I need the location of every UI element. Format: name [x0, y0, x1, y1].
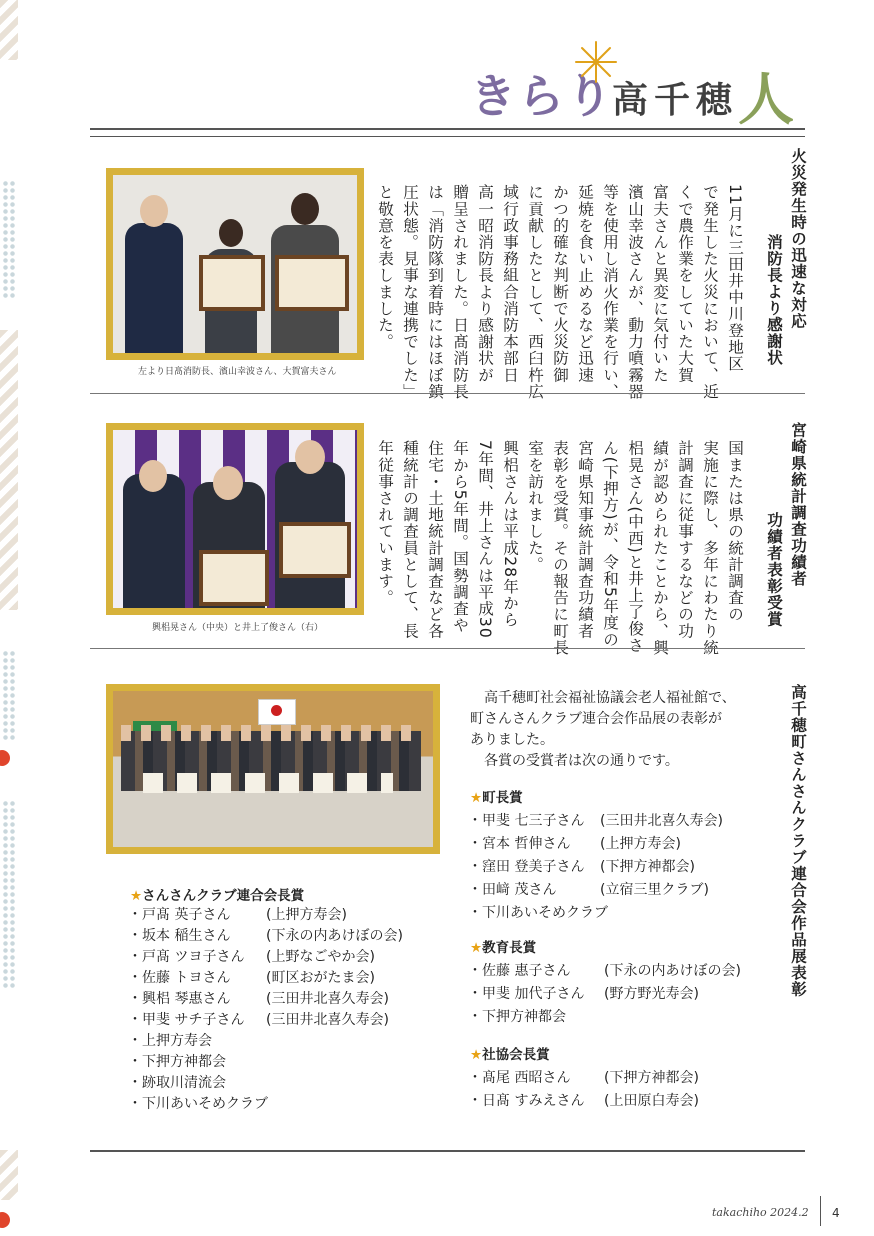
recipient-club: (上押方寿会) [266, 907, 347, 923]
recipient-name: ・宮本 哲伸さん [468, 836, 571, 852]
header-rule [90, 128, 805, 137]
award-heading [470, 936, 536, 956]
recipient-name: ・跡取川清流会 [128, 1075, 226, 1091]
left-stripe-decoration [0, 0, 18, 60]
body-line: 等を使用し消火作業を行い、 [601, 184, 619, 400]
left-circle-decoration [0, 1212, 10, 1228]
recipient-club: (三田井北喜久寿会) [600, 813, 723, 829]
recipient-name: ・上押方寿会 [128, 1033, 212, 1049]
recipient-name: ・戸髙 英子さん [128, 907, 231, 923]
body-line: かつ的確な判断で火災防御 [551, 184, 569, 384]
award-heading-text: 社協会長賞 [482, 1047, 550, 1063]
award-heading [470, 786, 523, 806]
recipient-name: ・戸髙 ツヨ子さん [128, 949, 245, 965]
body-line: 興梠さんは平成28年から [501, 440, 519, 628]
footer-separator [820, 1196, 821, 1226]
award-heading [470, 1043, 550, 1063]
recipient-name: ・佐藤 トヨさん [128, 970, 231, 986]
award-heading [130, 884, 304, 904]
logo-kirari-text: きらり [470, 69, 614, 123]
body-line: 実施に際し、多年にわたり統 [701, 440, 719, 656]
page-number: 4 [832, 1206, 840, 1220]
body-line: 績が認められたことから、興 [651, 440, 669, 656]
article1-photo [106, 168, 364, 360]
body-line: くで農作業をしていた大賀 [676, 184, 694, 384]
recipient-club: (上押方寿会) [600, 836, 681, 852]
article1-title-line1: 火災発生時の迅速な対応 [789, 148, 807, 330]
recipient-name: ・髙尾 西昭さん [468, 1070, 571, 1086]
recipient-club: (野方野光寿会) [604, 986, 699, 1002]
intro-line: 町さんさんクラブ連合会作品展の表彰が [470, 711, 722, 727]
star-icon: ★ [470, 940, 483, 956]
body-line: 年から5年間。国勢調査や [451, 440, 469, 634]
article3-photo [106, 684, 440, 854]
award-heading-text: 教育長賞 [482, 940, 537, 956]
recipient-name: ・下川あいそめクラブ [128, 1096, 268, 1112]
body-line: 贈呈されました。日髙消防長 [451, 184, 469, 400]
body-line: 濱山幸波さんが、動力噴霧器 [626, 184, 644, 400]
body-line: 富夫さんと異変に気付いた [651, 184, 669, 384]
star-icon: ★ [130, 888, 143, 904]
body-line: で発生した火災において、近 [701, 184, 719, 400]
recipient-name: ・窪田 登美子さん [468, 859, 585, 875]
article2-caption: 興梠晃さん（中央）と井上了俊さん（右） [152, 623, 324, 633]
recipient-club: (三田井北喜久寿会) [266, 1012, 389, 1028]
recipient-club: (下永の内あけぼの会) [266, 928, 403, 944]
intro-line: 各賞の受賞者は次の通りです。 [470, 753, 679, 769]
recipient-club: (下永の内あけぼの会) [604, 963, 741, 979]
body-line: 年従事されています。 [376, 440, 394, 606]
recipient-club: (下押方神都会) [604, 1070, 699, 1086]
star-icon: ★ [470, 1047, 483, 1063]
logo-takachiho-text: 高千穂 [612, 79, 739, 121]
body-line: 7年間、井上さんは平成30 [476, 440, 494, 639]
recipient-club: (立宿三里クラブ) [600, 882, 709, 898]
recipient-club: (上田原白寿会) [604, 1093, 699, 1109]
left-dot-decoration [2, 800, 16, 990]
body-line: 種統計の調査員として、長 [401, 440, 419, 640]
recipient-club: (下押方神都会) [600, 859, 695, 875]
recipient-name: ・下押方神都会 [468, 1009, 566, 1025]
award-heading-text: 町長賞 [482, 790, 523, 806]
left-dot-decoration [2, 180, 16, 300]
body-line: に貢献したとして、西臼杵広 [526, 184, 544, 400]
body-line: ん(下押方)が、令和5年度の [601, 440, 619, 648]
footer-brand: takachiho 2024.2 [712, 1206, 809, 1219]
left-stripe-decoration [0, 330, 18, 610]
article1-caption: 左より日髙消防長、濱山幸波さん、大賀富夫さん [138, 367, 337, 377]
star-icon: ★ [470, 790, 483, 806]
section-divider [90, 648, 805, 649]
left-stripe-decoration [0, 1150, 18, 1200]
left-circle-decoration [0, 750, 10, 766]
body-line: 延焼を食い止めるなど迅速 [576, 184, 594, 384]
recipient-name: ・興梠 琴惠さん [128, 991, 231, 1007]
article3-title: 高千穂町さんさんクラブ連合会作品展表彰 [789, 684, 807, 998]
left-dot-decoration [2, 650, 16, 740]
body-line: 域行政事務組合消防本部日 [501, 184, 519, 384]
recipient-name: ・日髙 すみえさん [468, 1093, 585, 1109]
body-line: 圧状態。見事な連携でした」 [401, 184, 419, 400]
recipient-club: (上野なごやか会) [266, 949, 375, 965]
recipient-name: ・田﨑 茂さん [468, 882, 557, 898]
body-line: 室を訪れました。 [526, 440, 544, 573]
body-line: 梠晃さん(中西)と井上了俊さ [626, 440, 644, 654]
body-line: 計調査に従事するなどの功 [676, 440, 694, 640]
body-line: 国または県の統計調査の [726, 440, 744, 623]
body-line: 11月に三田井中川登地区 [726, 184, 744, 372]
footer-rule [90, 1150, 805, 1152]
recipient-name: ・甲斐 加代子さん [468, 986, 585, 1002]
recipient-club: (三田井北喜久寿会) [266, 991, 389, 1007]
logo-hito-text: 人 [738, 67, 794, 133]
body-line: と敬意を表しました。 [376, 184, 394, 350]
award-heading-text: さんさんクラブ連合会長賞 [142, 888, 305, 904]
article2-title-line1: 宮崎県統計調査功績者 [789, 422, 807, 587]
recipient-name: ・佐藤 惠子さん [468, 963, 571, 979]
section-divider [90, 393, 805, 394]
body-line: 住宅・土地統計調査など各 [426, 440, 444, 640]
article2-photo [106, 423, 364, 615]
intro-line: ありました。 [470, 732, 554, 748]
recipient-name: ・坂本 稲生さん [128, 928, 231, 944]
recipient-name: ・下川あいそめクラブ [468, 905, 608, 921]
body-line: 表彰を受賞。その報告に町長 [551, 440, 569, 656]
recipient-name: ・甲斐 サチ子さん [128, 1012, 245, 1028]
article1-title-line2: 消防長より感謝状 [765, 234, 783, 366]
body-line: 高一昭消防長より感謝状が [476, 184, 494, 384]
recipient-name: ・下押方神都会 [128, 1054, 226, 1070]
recipient-name: ・甲斐 七三子さん [468, 813, 585, 829]
body-line: 宮崎県知事統計調査功績者 [576, 440, 594, 640]
body-line: は「消防隊到着時にはほぼ鎮 [426, 184, 444, 400]
article2-title-line2: 功績者表彰受賞 [765, 512, 783, 628]
intro-line: 高千穂町社会福祉協議会老人福祉館で、 [470, 690, 736, 706]
recipient-club: (町区おがたま会) [266, 970, 375, 986]
